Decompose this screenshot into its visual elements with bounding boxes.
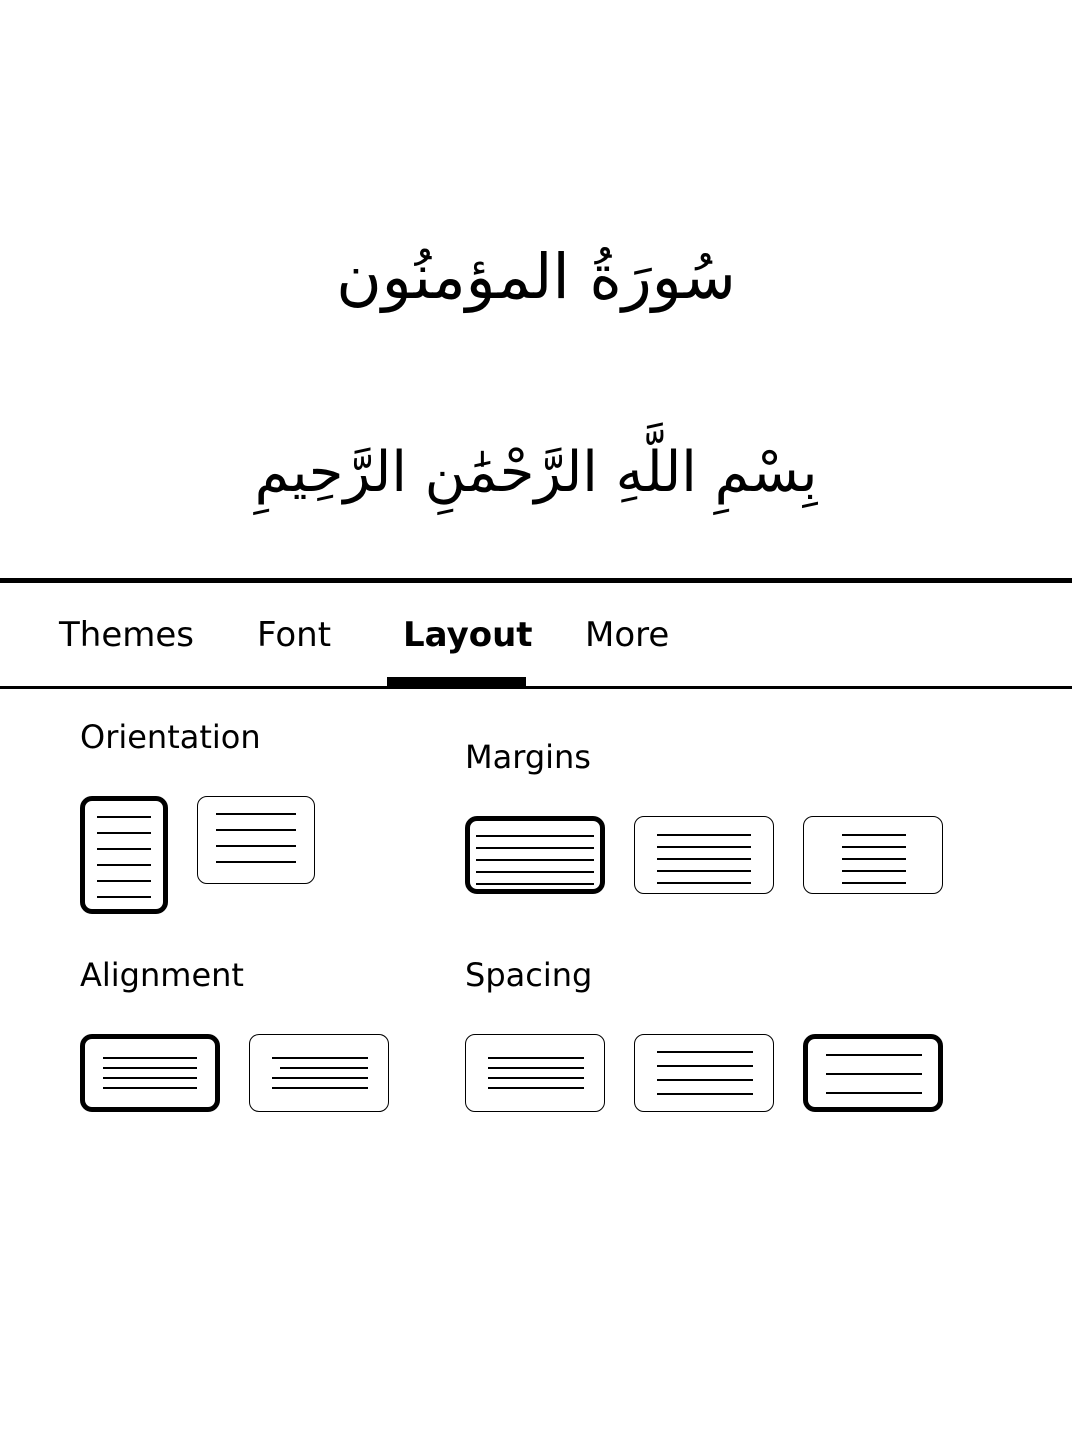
- bismillah-text: بِسْمِ اللَّهِ الرَّحْمَٰنِ الرَّحِيمِ: [254, 440, 818, 505]
- alignment-label: Alignment: [80, 956, 244, 994]
- margins-wide-button[interactable]: [803, 816, 943, 894]
- spacing-medium-button[interactable]: [634, 1034, 774, 1112]
- spacing-label: Spacing: [465, 956, 593, 994]
- orientation-portrait-button[interactable]: [80, 796, 168, 914]
- tab-themes[interactable]: Themes: [59, 615, 194, 655]
- alignment-left-button[interactable]: [249, 1034, 389, 1112]
- margins-narrow-button[interactable]: [465, 816, 605, 894]
- margins-label: Margins: [465, 738, 591, 776]
- orientation-landscape-button[interactable]: [197, 796, 315, 884]
- panel-top-divider: [0, 578, 1072, 583]
- alignment-justified-button[interactable]: [80, 1034, 220, 1112]
- tab-more[interactable]: More: [585, 615, 670, 655]
- tab-layout[interactable]: Layout: [403, 615, 533, 655]
- spacing-small-button[interactable]: [465, 1034, 605, 1112]
- orientation-label: Orientation: [80, 718, 261, 756]
- margins-medium-button[interactable]: [634, 816, 774, 894]
- tab-font[interactable]: Font: [257, 615, 332, 655]
- spacing-large-button[interactable]: [803, 1034, 943, 1112]
- tab-bar-divider: [0, 686, 1072, 689]
- surah-title: سُورَةُ المؤمنُون: [336, 240, 736, 313]
